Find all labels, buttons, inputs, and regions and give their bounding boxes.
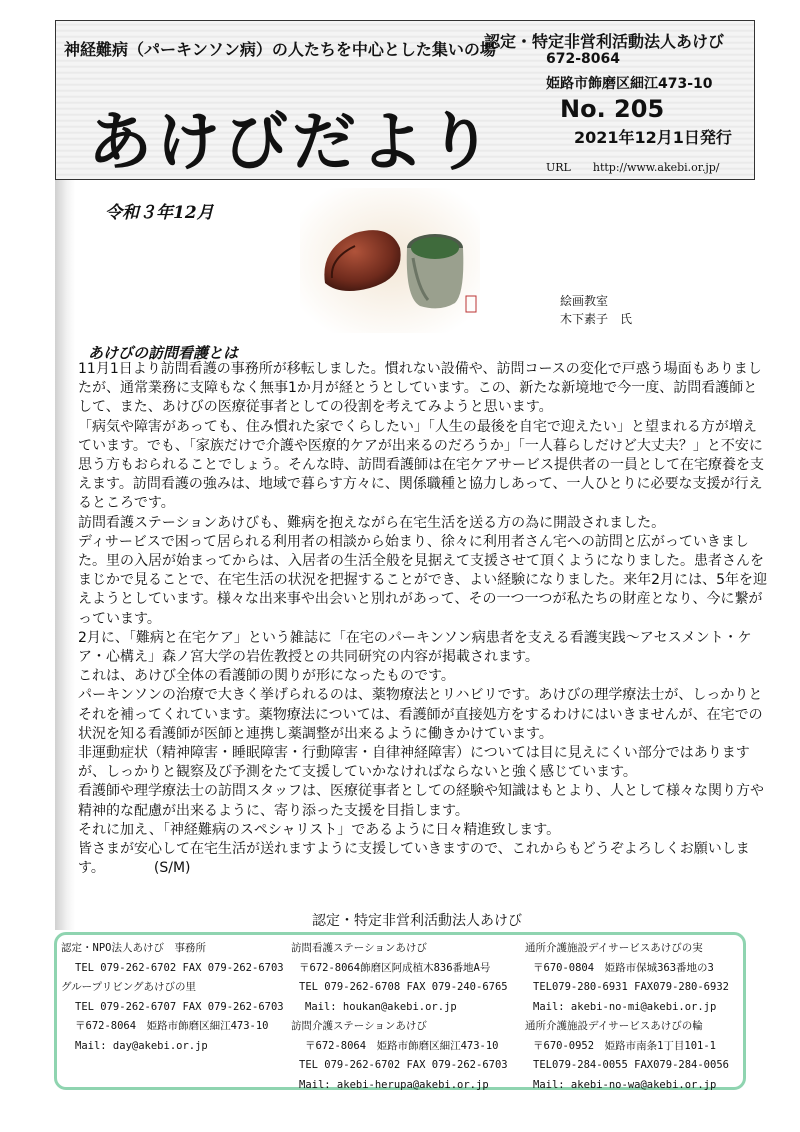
- paragraph: 看護師や理学療法士の訪問スタッフは、医療従事者としての経験や知識はもとより、人として様々な関り方や精神的な配慮が出来るように、寄り添った支援を目指します。: [78, 783, 764, 819]
- footer-organization: 認定・特定非営利活動法人あけび: [312, 913, 522, 929]
- artwork-caption: [560, 292, 632, 328]
- contact-heading: 認定・NPO法人あけび 事務所: [61, 942, 206, 954]
- publication-date: 2021年12月1日発行: [574, 128, 732, 147]
- contact-phone: TEL079-284-0055 FAX079-284-0056: [533, 1059, 729, 1071]
- paragraph: 非運動症状（精神障害・睡眠障害・行動障害・自律神経障害）については目に見えにくい部分ではありますが、しっかりと観察及び予測をたて支援していかなければならないと強く感じています。: [78, 745, 750, 781]
- contact-column-office: [61, 939, 284, 1056]
- paragraph: パーキンソンの治療で大きく挙げられるのは、薬物療法とリハビリです。あけびの理学療法士が、しっかりとそれを補ってくれています。薬物療法については、看護師が直接処方をするわけにはいきませんが、在宅での状況を知る看護師が医師と連携し薬調整が出来るように働きかけています。: [78, 687, 763, 742]
- contact-heading: 通所介護施設デイサービスあけびの輪: [525, 1020, 703, 1032]
- contact-email[interactable]: Mail: akebi-no-mi@akebi.or.jp: [533, 1000, 717, 1013]
- contact-address: 〒672-8064 姫路市飾磨区細江473-10: [75, 1020, 269, 1032]
- article-body: [78, 360, 768, 878]
- article-subheading: あけびの訪問看護とは: [88, 344, 239, 362]
- paragraph: 2月に、「難病と在宅ケア」という雑誌に「在宅のパーキンソン病患者を支える看護実践～アセスメント・ケア・心構え」森ノ宮大学の岩佐教授との共同研究の内容が掲載されます。: [78, 629, 752, 666]
- contact-phone: TEL 079-262-6707 FAX 079-262-6703: [75, 1000, 284, 1013]
- contact-address: 〒670-0952 姫路市南条1丁目101-1: [533, 1039, 717, 1052]
- newsletter-title: あけびだより: [88, 106, 496, 180]
- paragraph: ディサービスで困って居られる利用者の相談から始まり、徐々に利用者さん宅への訪問と広がっていきました。里の入居が始まってからは、入居者の生活全般を見据えて支援させて頂くようになりました。患者さんをまじかで見ることで、在宅生活の状況を把握することができ、よい経験になりました。来年2月には、5年を迎えようとしています。様々な出来事や出会いと別れがあって、その一つ一つが私たちの財産となり、今に繋がっています。: [78, 533, 767, 627]
- contact-phone: TEL079-280-6931 FAX079-280-6932: [533, 981, 729, 993]
- contact-heading: グループリビングあけびの里: [61, 981, 197, 993]
- contact-heading: 訪問介護ステーションあけび: [291, 1020, 427, 1032]
- contact-email[interactable]: Mail: akebi-herupa@akebi.or.jp: [299, 1078, 489, 1091]
- organization-name: 認定・特定非営利活動法人あけび: [484, 32, 725, 51]
- contact-heading: 通所介護施設デイサービスあけびの実: [525, 942, 703, 954]
- masthead: [55, 20, 755, 180]
- date-heading: 令和３年12月: [105, 203, 214, 223]
- artwork-painting: [300, 188, 480, 333]
- tagline: 神経難病（パーキンソン病）の人たちを中心とした集いの場: [64, 40, 496, 59]
- contact-email[interactable]: Mail: akebi-no-wa@akebi.or.jp: [533, 1078, 717, 1091]
- contact-box: [54, 932, 746, 1090]
- contact-address: 〒672-8064 姫路市飾磨区細江473-10: [305, 1039, 499, 1052]
- contact-phone: TEL 079-262-6708 FAX 079-240-6765: [299, 981, 508, 993]
- contact-heading: 訪問看護ステーションあけび: [291, 942, 427, 954]
- paragraph: 皆さまが安心して在宅生活が送れますように支援していきますので、これからもどうぞよろしくお願いします。 (S/M): [78, 841, 750, 877]
- contact-address: 〒670-0804 姫路市保城363番地の3: [533, 961, 714, 974]
- contact-phone: TEL 079-262-6702 FAX 079-262-6703: [75, 961, 284, 974]
- address: 姫路市飾磨区細江473-10: [546, 76, 713, 92]
- artwork-artist: 木下素子 氏: [560, 312, 633, 326]
- contact-phone: TEL 079-262-6702 FAX 079-262-6703: [299, 1059, 508, 1071]
- paragraph: 訪問看護ステーションあけびも、難病を抱えながら在宅生活を送る方の為に開設されました。: [78, 514, 666, 531]
- url-value[interactable]: http://www.akebi.or.jp/: [592, 161, 720, 174]
- contact-address: 〒672-8064飾磨区阿成植木836番地A号: [299, 961, 491, 974]
- contact-email[interactable]: Mail: houkan@akebi.or.jp: [305, 1000, 457, 1013]
- paragraph: 「病気や障害があっても、住み慣れた家でくらしたい」「人生の最後を自宅で迎えたい」と望まれる方が増えています。でも、「家族だけで介護や医療的ケアが出来るのだろうか」「一人暮らしだけど大丈夫？」と不安に思う方もおられることでしょう。そんな時、訪問看護師は在宅ケアサービス提供者の一員として在宅療養を支えます。訪問看護の強みは、地域で暮らす方々に、関係職種と協力しあって、一人ひとりに必要な支援が行えるところです。: [78, 418, 764, 512]
- artwork-class: 絵画教室: [560, 294, 609, 308]
- issue-number: No. 205: [560, 95, 665, 123]
- contact-email[interactable]: Mail: day@akebi.or.jp: [75, 1039, 208, 1052]
- paragraph: 11月1日より訪問看護の事務所が移転しました。慣れない設備や、訪問コースの変化で戸惑う場面もありましたが、通常業務に支障もなく無事1か月が経とうとしています。この、新たな新境地で今一度、訪問看護師として、また、あけびの医療従事者としての役割を考えてみようと思います。: [78, 361, 762, 416]
- website-url: [546, 161, 720, 174]
- paragraph: これは、あけび全体の看護師の関りが形になったものです。: [78, 668, 455, 685]
- contact-column-visiting: [291, 939, 508, 1095]
- left-decorative-bar: [55, 180, 75, 930]
- url-label: URL: [546, 161, 571, 174]
- paragraph: それに加え、「神経難病のスペシャリスト」であるように日々精進致します。: [78, 821, 561, 838]
- postal-code: 672-8064: [546, 51, 620, 67]
- contact-column-dayservice: [525, 939, 729, 1095]
